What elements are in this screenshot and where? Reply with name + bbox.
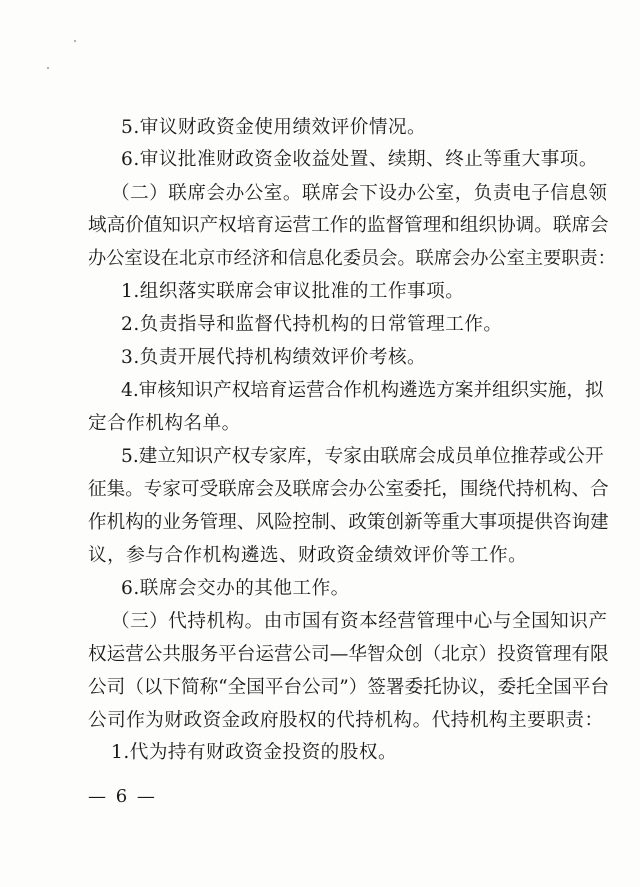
text-line-19: 公司作为财政资金政府股权的代持机构。代持机构主要职责：: [88, 710, 604, 731]
text-line-2: 6.审议批准财政资金收益处置、续期、终止等重大事项。: [121, 149, 598, 170]
text-line-12: 征集。专家可受联席会及联席会办公室委托，围绕代持机构、合: [88, 479, 609, 500]
text-line-16: （三）代持机构。由市国有资本经营管理中心与全国知识产: [111, 611, 608, 632]
text-line-20: 1.代为持有财政资金投资的股权。: [111, 742, 398, 763]
scan-speck: [47, 67, 49, 69]
page-number: — 6 —: [88, 786, 157, 807]
text-line-4: 域高价值知识产权培育运营工作的监督管理和组织协调。联席会: [88, 215, 609, 236]
text-line-13: 作机构的业务管理、风险控制、政策创新等重大事项提供咨询建: [88, 512, 609, 533]
text-line-14: 议，参与合作机构遴选、财政资金绩效评价等工作。: [88, 545, 528, 566]
text-line-6: 1.组织落实联席会审议批准的工作事项。: [121, 281, 465, 302]
text-line-5: 办公室设在北京市经济和信息化委员会。联席会办公室主要职责：: [88, 248, 616, 269]
text-line-10: 定合作机构名单。: [88, 413, 241, 434]
text-line-3: （二）联席会办公室。联席会下设办公室，负责电子信息领: [111, 183, 608, 204]
text-line-1: 5.审议财政资金使用绩效评价情况。: [121, 117, 427, 138]
text-line-11: 5.建立知识产权专家库，专家由联席会成员单位推荐或公开: [121, 446, 604, 467]
text-line-9: 4.审核知识产权培育运营合作机构遴选方案并组织实施，拟: [121, 380, 604, 401]
text-line-15: 6.联席会交办的其他工作。: [121, 578, 350, 599]
text-line-18: 公司（以下简称“全国平台公司”）签署委托协议，委托全国平台: [88, 677, 610, 698]
scan-speck: [74, 40, 76, 42]
text-line-8: 3.负责开展代持机构绩效评价考核。: [121, 347, 427, 368]
text-line-7: 2.负责指导和监督代持机构的日常管理工作。: [121, 314, 503, 335]
text-line-17: 权运营公共服务平台运营公司—华智众创（北京）投资管理有限: [88, 644, 609, 665]
